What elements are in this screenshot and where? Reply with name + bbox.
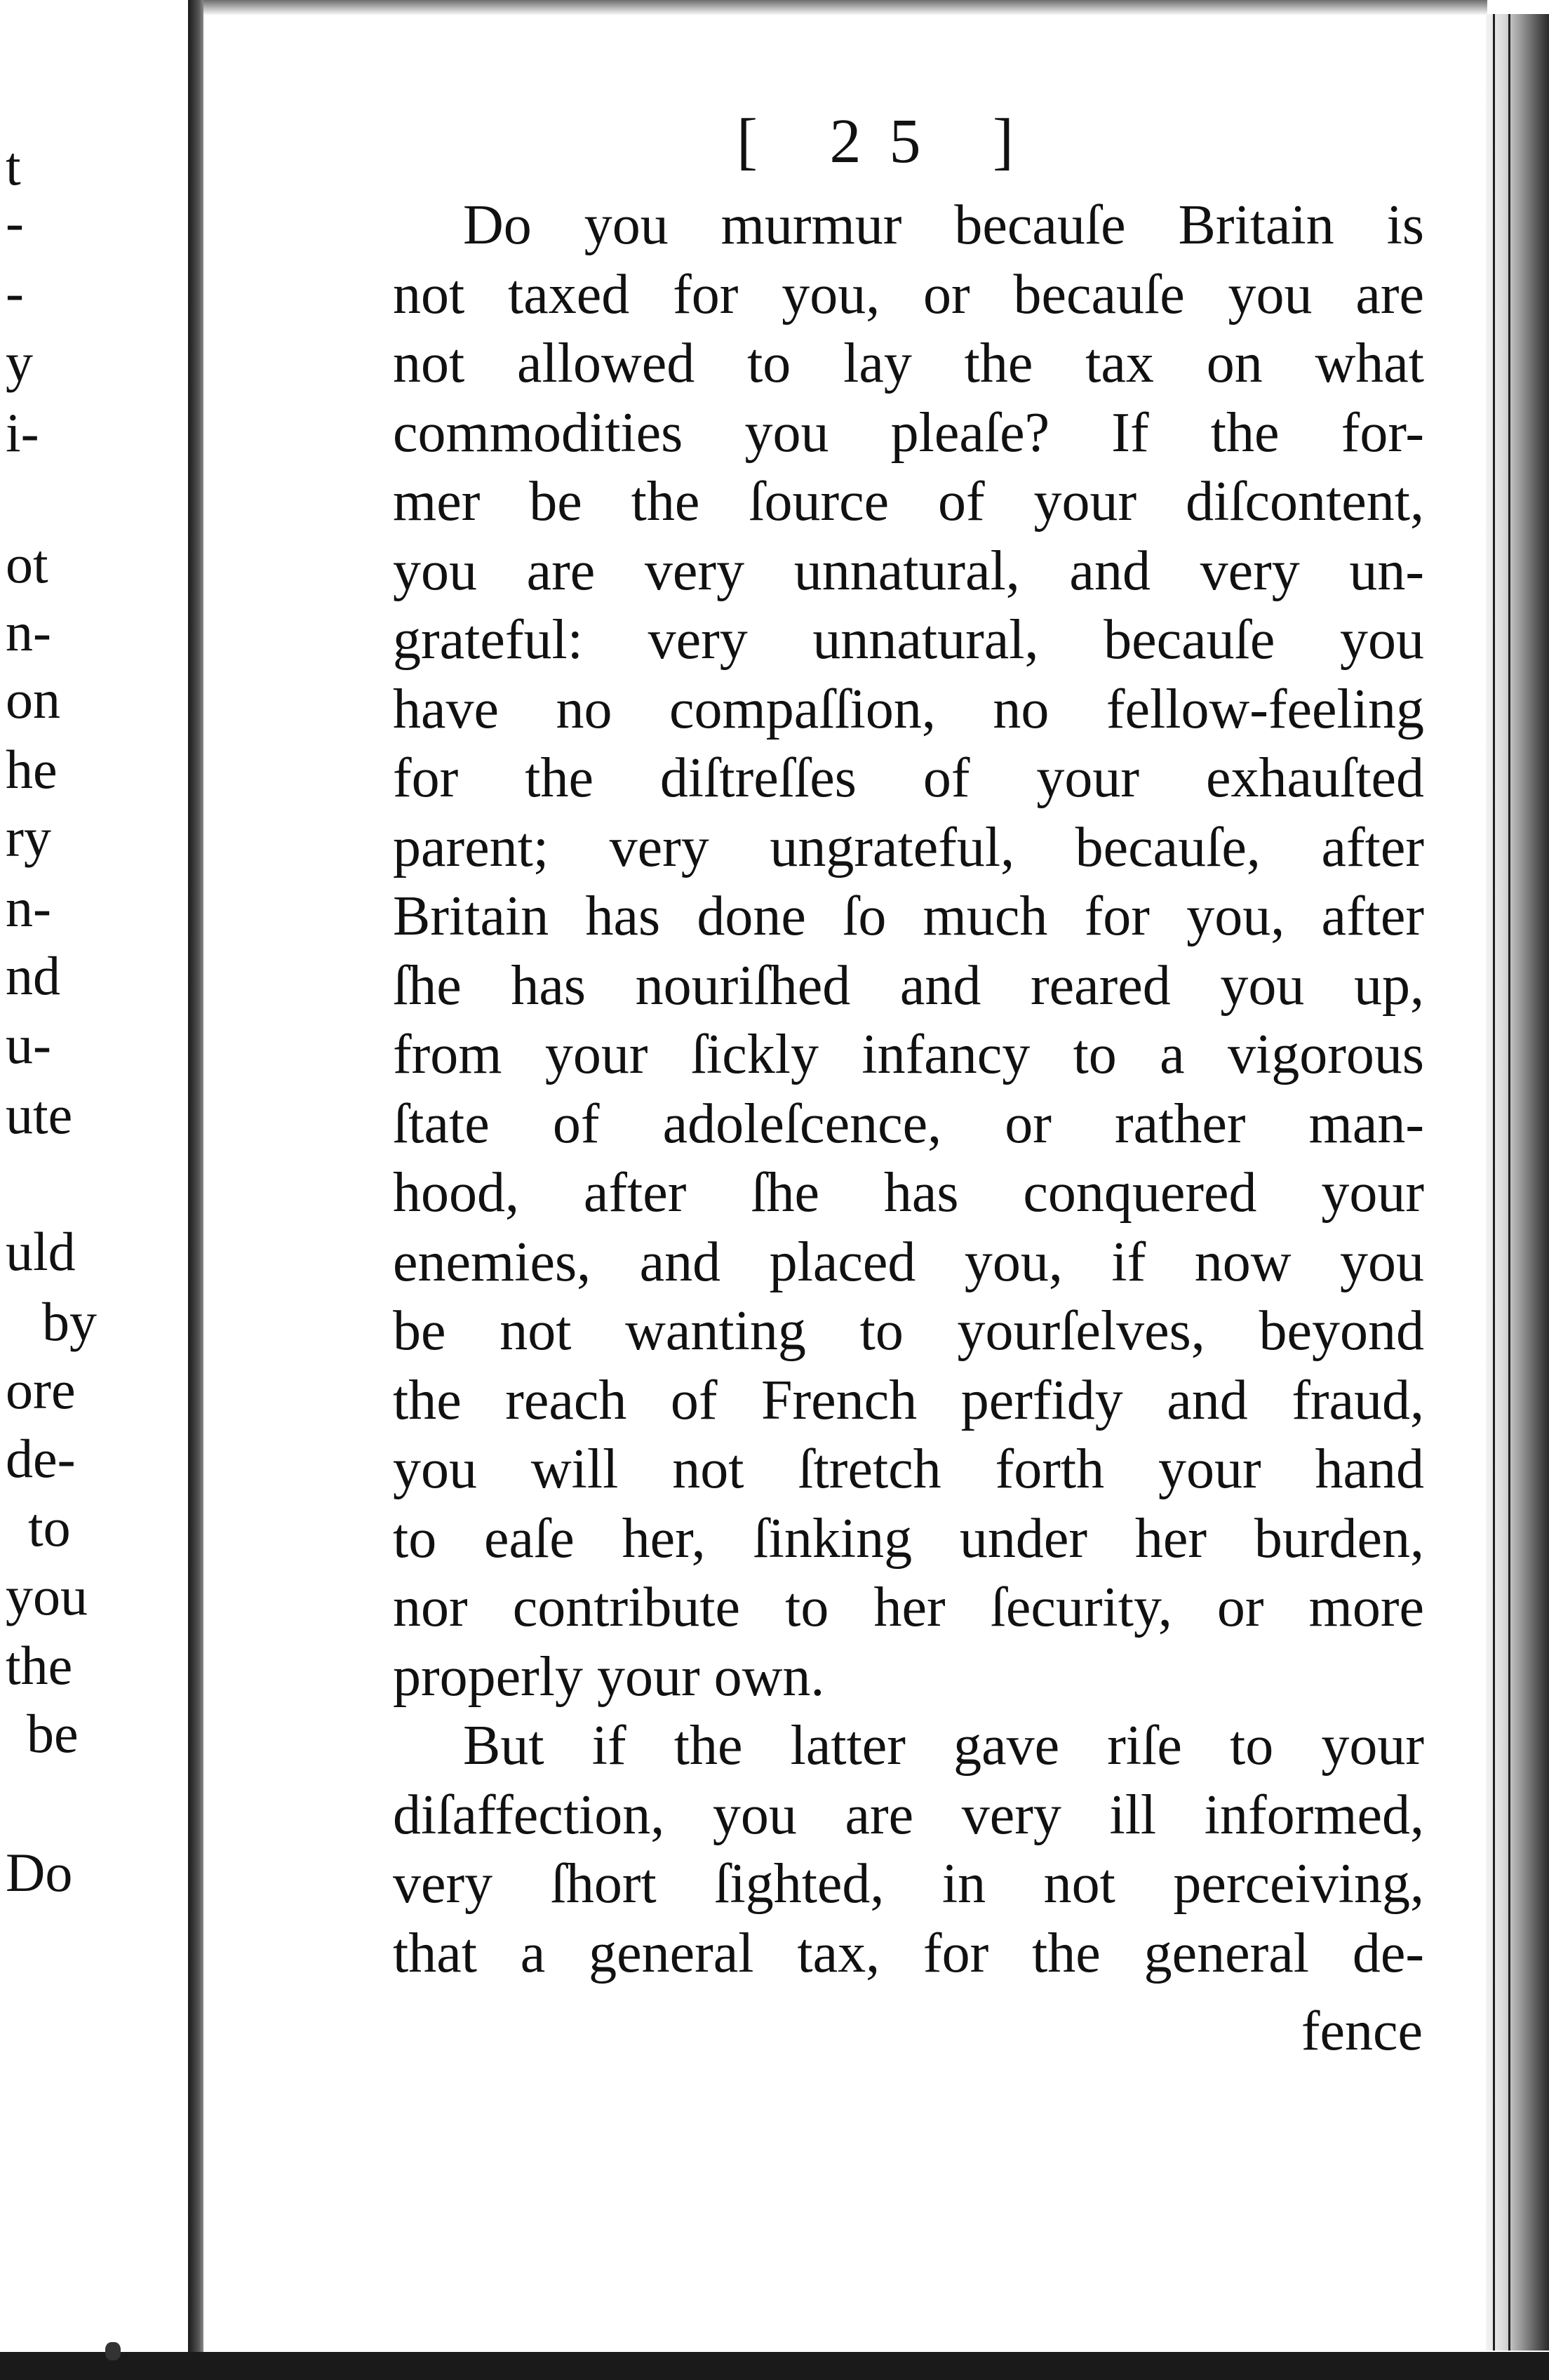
text-line: mer be the ſource of your diſcontent, [393, 471, 1424, 533]
left-page-word-fragment: Do [6, 1842, 73, 1903]
book-gutter [188, 0, 203, 2380]
text-line: Do you murmur becauſe Britain is [463, 194, 1424, 256]
text-line: ſhe has nouriſhed and reared you up, [393, 954, 1424, 1017]
left-page-word-fragment: y [6, 332, 33, 393]
left-page-word-fragment: ry [6, 807, 51, 868]
page-stack-edge [1486, 14, 1549, 2351]
left-page-word-fragment: ute [6, 1084, 73, 1145]
text-line: ſtate of adoleſcence, or rather man- [393, 1092, 1424, 1155]
text-line: diſaffection, you are very ill informed, [393, 1784, 1424, 1846]
paragraph [393, 1711, 1424, 1988]
text-line: that a general tax, for the general de- [393, 1922, 1424, 1984]
left-page-word-fragment: nd [6, 945, 60, 1006]
text-line: grateful: very unnatural, becauſe you [393, 609, 1424, 671]
text-line: commodities you pleaſe? If the for- [393, 401, 1424, 464]
left-page-word-fragment: the [6, 1635, 73, 1696]
scan-bottom-border [0, 2352, 1549, 2380]
left-page-word-fragment: de- [6, 1428, 76, 1489]
left-page-word-fragment: by [42, 1291, 97, 1352]
text-line: Britain has done ſo much for you, after [393, 885, 1424, 947]
text-line: not allowed to lay the tax on what [393, 333, 1424, 394]
text-line: have no compaſſion, no fellow-feeling [393, 678, 1424, 740]
text-line: you will not ſtretch forth your hand [393, 1438, 1424, 1500]
left-page-word-fragment: t [6, 135, 21, 196]
left-page-word-fragment: he [6, 739, 58, 800]
left-page-word-fragment: - [6, 192, 24, 253]
text-line: hood, after ſhe has conquered your [393, 1162, 1424, 1224]
left-page-fragment [0, 0, 188, 2380]
left-page-word-fragment: - [6, 262, 24, 323]
text-line: to eaſe her, ſinking under her burden, [393, 1507, 1424, 1570]
text-line: But if the latter gave riſe to your [463, 1715, 1424, 1777]
text-line: the reach of French perfidy and fraud, [393, 1369, 1424, 1431]
text-line: for the diſtreſſes of your exhauſted [393, 747, 1424, 809]
text-line: from your ſickly infancy to a vigorous [393, 1024, 1424, 1085]
left-page-word-fragment: ot [6, 533, 48, 594]
catchword: fence [1301, 2000, 1423, 2062]
left-page-word-fragment: u- [6, 1014, 51, 1075]
text-line: parent; very ungrateful, becauſe, after [393, 816, 1424, 878]
page-number: [ 25 ] [737, 107, 1042, 176]
text-line: you are very unnatural, and very un- [393, 540, 1424, 602]
left-page-word-fragment: n- [6, 877, 51, 938]
text-line: be not wanting to yourſelves, beyond [393, 1300, 1424, 1362]
text-line: enemies, and placed you, if now you [393, 1231, 1424, 1293]
scan-speck [105, 2342, 121, 2360]
page-edge-line [1508, 14, 1510, 2351]
left-page-word-fragment: n- [6, 601, 51, 662]
text-line: properly your own. [393, 1645, 825, 1708]
left-page-word-fragment: uld [6, 1221, 76, 1282]
page-edge-line [1493, 14, 1495, 2351]
left-page-word-fragment: be [27, 1703, 79, 1764]
left-page-word-fragment: i- [6, 402, 39, 463]
text-line: very ſhort ſighted, in not perceiving, [393, 1853, 1424, 1915]
left-page-word-fragment: on [6, 669, 60, 730]
page-top-shadow [203, 0, 1487, 15]
page-body-text [393, 191, 1424, 1988]
left-page-word-fragment: you [6, 1565, 88, 1626]
text-line: not taxed for you, or becauſe you are [393, 263, 1424, 326]
left-page-word-fragment: ore [6, 1359, 76, 1420]
text-line: nor contribute to her ſecurity, or more [393, 1577, 1424, 1638]
paragraph [393, 191, 1424, 1711]
left-page-word-fragment: to [28, 1497, 71, 1558]
